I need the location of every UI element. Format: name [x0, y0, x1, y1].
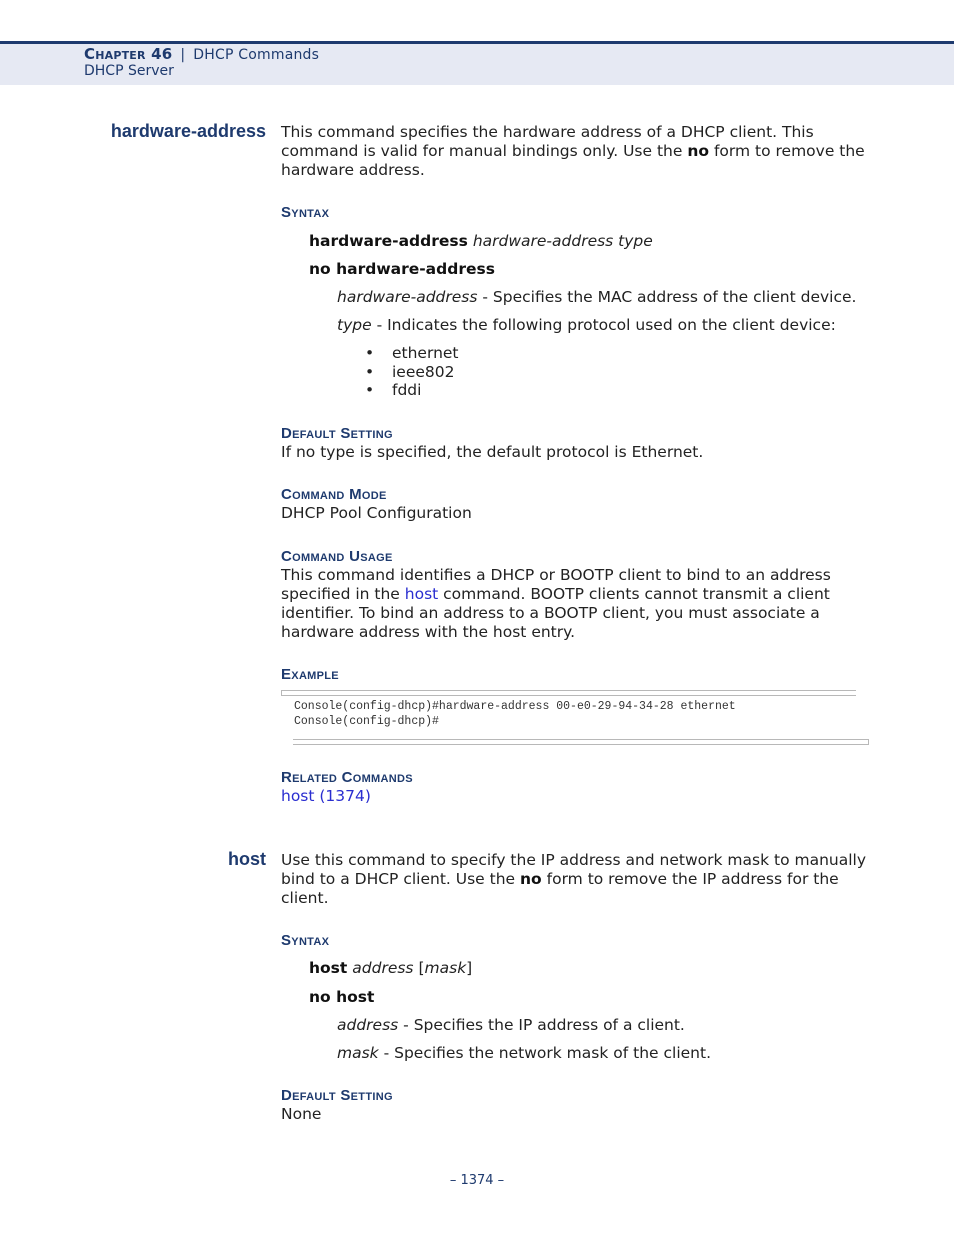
- desc-no-keyword: no: [687, 142, 710, 160]
- bullet-icon: •: [365, 363, 375, 381]
- param-desc: - Specifies the MAC address of the client device.: [477, 288, 857, 306]
- default-setting-text: None: [281, 1105, 322, 1123]
- list-item: [365, 381, 421, 400]
- code-line: Console(config-dhcp)#hardware-address 00-e0-29-94-34-28 ethernet: [294, 700, 736, 713]
- command-title-hardware-address: hardware-address: [110, 121, 266, 141]
- usage-text: command. BOOTP clients cannot transmit a client identifier. To bind an address to a BOOTP client, you must associate a hardware address with the host entry.: [281, 585, 830, 641]
- syntax-arg: address: [352, 959, 414, 977]
- page-number: – 1374 –: [449, 1173, 505, 1188]
- header-chapter-line: [84, 45, 319, 63]
- syntax-no-command: no hardware-address: [309, 260, 495, 278]
- code-line: Console(config-dhcp)#: [294, 715, 439, 728]
- list-item-text: fddi: [392, 381, 422, 399]
- section-command-usage: Command Usage: [281, 548, 393, 565]
- syntax-args: hardware-address type: [472, 232, 653, 250]
- section-syntax: Syntax: [281, 932, 330, 949]
- host-description: [281, 851, 871, 908]
- code-box-bottom-border: [293, 739, 869, 745]
- host-link[interactable]: host: [404, 585, 439, 603]
- desc-text: form to remove the IP address for the client.: [281, 870, 839, 907]
- section-syntax: Syntax: [281, 204, 330, 221]
- desc-no-keyword: no: [520, 870, 542, 888]
- code-example: [294, 699, 736, 729]
- chapter-title: DHCP Commands: [193, 47, 320, 63]
- parameter-address: [337, 1016, 685, 1035]
- related-command-link-host[interactable]: host (1374): [281, 787, 371, 805]
- syntax-bracket: [: [418, 959, 425, 977]
- param-name: hardware-address: [337, 288, 478, 306]
- syntax-no-line: [309, 988, 374, 1007]
- desc-text: Use this command to specify the IP address and network mask to manually bind to a DHCP client. Use the: [281, 851, 867, 888]
- syntax-no-command: no host: [309, 988, 375, 1006]
- bullet-icon: •: [365, 344, 375, 362]
- list-item-text: ethernet: [392, 344, 459, 362]
- command-usage-text: [281, 566, 861, 642]
- list-item: [365, 344, 459, 363]
- syntax-arg: mask: [424, 959, 467, 977]
- hardware-address-description: [281, 123, 871, 180]
- parameter-hardware-address: [337, 288, 856, 307]
- desc-text: form to remove the hardware address.: [281, 142, 865, 179]
- header-separator: |: [180, 47, 186, 63]
- syntax-bracket: ]: [466, 959, 473, 977]
- parameter-mask: [337, 1044, 711, 1063]
- section-example: Example: [281, 666, 339, 683]
- code-example-box: [281, 690, 869, 745]
- syntax-command: hardware-address: [309, 232, 468, 250]
- list-item-text: ieee802: [392, 363, 455, 381]
- desc-text: This command specifies the hardware address of a DHCP client. This command is valid for manual bindings only. Use the: [281, 123, 814, 160]
- header-subtitle: DHCP Server: [84, 63, 174, 79]
- usage-text: This command identifies a DHCP or BOOTP client to bind to an address specified in the: [281, 566, 831, 603]
- param-desc: - Indicates the following protocol used on the client device:: [371, 316, 836, 334]
- parameter-type: [337, 316, 836, 335]
- command-mode-text: DHCP Pool Configuration: [281, 504, 472, 522]
- param-name: mask: [337, 1044, 379, 1062]
- section-default-setting: Default Setting: [281, 425, 393, 442]
- syntax-no-line: [309, 260, 495, 279]
- default-setting-text: If no type is specified, the default protocol is Ethernet.: [281, 443, 704, 461]
- section-related-commands: Related Commands: [281, 769, 413, 786]
- syntax-line: [309, 959, 472, 978]
- param-desc: - Specifies the IP address of a client.: [398, 1016, 685, 1034]
- param-desc: - Specifies the network mask of the client.: [378, 1044, 711, 1062]
- param-name: address: [337, 1016, 399, 1034]
- param-name: type: [337, 316, 372, 334]
- syntax-line: [309, 232, 653, 251]
- list-item: [365, 363, 455, 382]
- syntax-command: host: [309, 959, 348, 977]
- command-title-host: host: [228, 849, 266, 869]
- section-default-setting: Default Setting: [281, 1087, 393, 1104]
- code-box-top-border: [281, 690, 856, 696]
- chapter-number: Chapter 46: [84, 45, 173, 63]
- section-command-mode: Command Mode: [281, 486, 387, 503]
- bullet-icon: •: [365, 381, 375, 399]
